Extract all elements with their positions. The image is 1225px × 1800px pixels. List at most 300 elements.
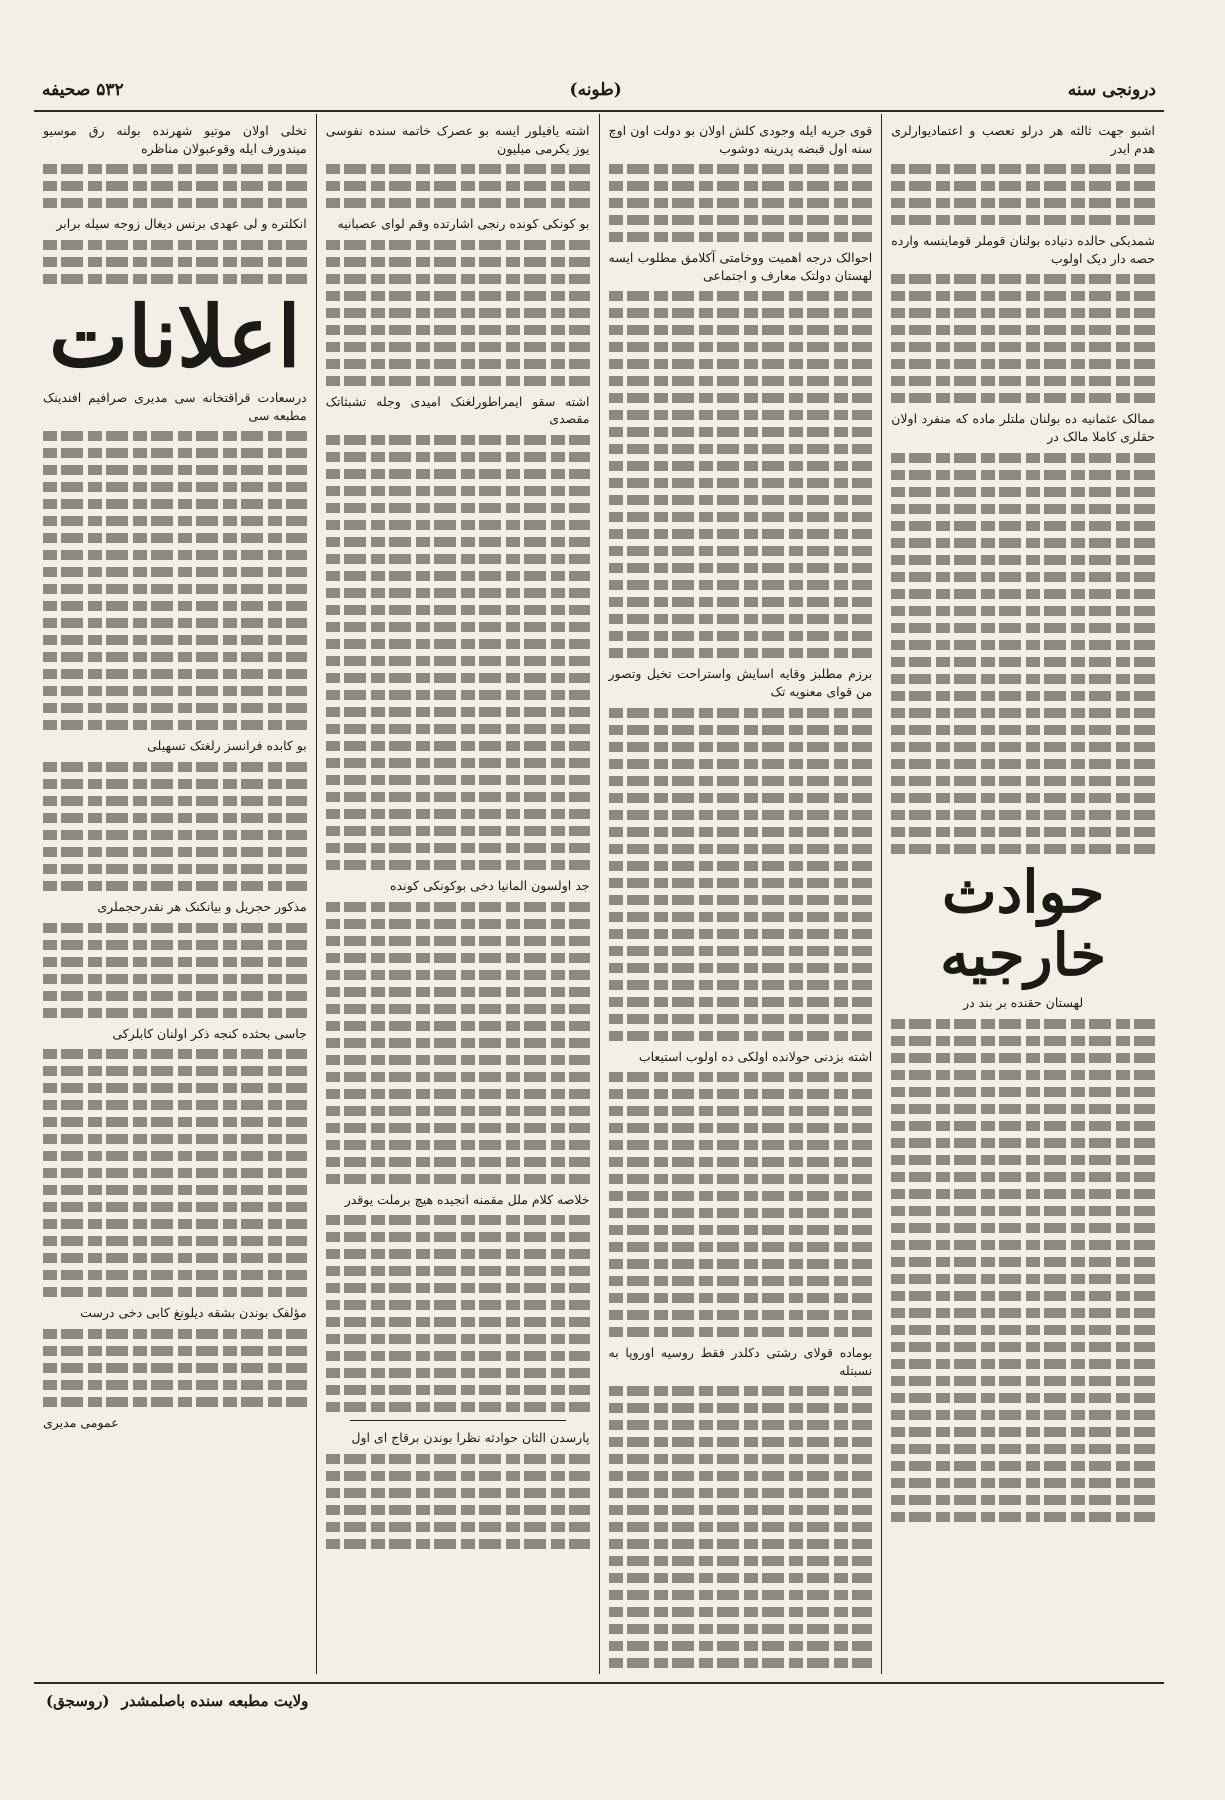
text-line xyxy=(43,669,307,679)
text-line xyxy=(326,291,590,301)
text-line xyxy=(609,342,873,352)
text-line xyxy=(43,703,307,713)
text-line xyxy=(609,215,873,225)
column-paragraph: مذکور حجریل و بیانکنک هر نقدرحجملری xyxy=(97,898,307,914)
text-line xyxy=(891,691,1155,701)
text-line xyxy=(891,274,1155,284)
text-line xyxy=(891,1206,1155,1216)
text-line xyxy=(326,605,590,615)
text-line xyxy=(43,1185,307,1195)
foreign-news-heading: حوادث خارجیه xyxy=(940,857,1107,990)
column-2 xyxy=(599,114,882,1674)
text-line xyxy=(891,1376,1155,1386)
section-divider xyxy=(350,1420,566,1421)
text-line xyxy=(609,946,873,956)
footer-printer: ولایت مطبعه سنده باصلمشدر xyxy=(121,1692,309,1710)
column-paragraph: قوی جریه ایله وجودی کلش اولان بو دولت اون اوچ سنه اول قبضه پدرینه دوشوب xyxy=(608,123,873,156)
text-line xyxy=(326,164,590,174)
text-line xyxy=(43,1380,307,1390)
text-line xyxy=(326,1283,590,1293)
text-line xyxy=(326,257,590,267)
text-line xyxy=(326,741,590,751)
text-line xyxy=(609,1123,873,1133)
column-paragraph: ممالک عثمانیه ده بولنان ملتلر ماده که منفرد اولان حقلری کاملا مالک در xyxy=(891,411,1155,444)
column-paragraph: جد اولسون المانیا دخی بوکونکی کونده xyxy=(390,877,590,893)
text-line xyxy=(43,940,307,950)
text-line xyxy=(43,864,307,874)
text-line xyxy=(891,521,1155,531)
text-line xyxy=(609,1573,873,1583)
text-line xyxy=(326,826,590,836)
text-line xyxy=(326,1488,590,1498)
text-line xyxy=(891,1087,1155,1097)
text-line xyxy=(609,1106,873,1116)
text-line xyxy=(609,198,873,208)
text-line xyxy=(326,342,590,352)
column-paragraph: بوماده قولای رشتی دکلدر فقط روسیه اوروپا به نسبتله xyxy=(608,1345,873,1378)
column-paragraph: خلاصه کلام ملل مقمنه انجیده هیچ برملت یوقدر xyxy=(344,1191,590,1207)
text-line xyxy=(891,1223,1155,1233)
text-line xyxy=(891,1308,1155,1318)
text-line xyxy=(43,1066,307,1076)
text-line xyxy=(609,427,873,437)
text-line xyxy=(43,796,307,806)
column-paragraph: اشته سقو ایمراطورلغنک امیدی وجله تشبثاتک مقصدی xyxy=(325,393,590,427)
page-footer xyxy=(34,1682,1164,1718)
text-line xyxy=(891,1036,1155,1046)
text-line xyxy=(43,813,307,823)
text-line xyxy=(609,895,873,905)
text-line xyxy=(326,376,590,386)
text-line xyxy=(326,843,590,853)
text-line xyxy=(43,198,307,208)
text-line xyxy=(891,589,1155,599)
text-line xyxy=(891,198,1155,208)
text-line xyxy=(609,325,873,335)
newspaper-page xyxy=(34,70,1164,1770)
column-3 xyxy=(316,114,599,1674)
text-line xyxy=(891,308,1155,318)
text-line xyxy=(43,652,307,662)
text-line xyxy=(891,1121,1155,1131)
text-line xyxy=(43,830,307,840)
text-line xyxy=(609,1522,873,1532)
text-line xyxy=(891,827,1155,837)
text-line xyxy=(326,1539,590,1549)
text-line xyxy=(609,1208,873,1218)
text-line xyxy=(891,742,1155,752)
text-line xyxy=(609,1607,873,1617)
text-line xyxy=(326,758,590,768)
text-line xyxy=(891,1393,1155,1403)
text-line xyxy=(43,923,307,933)
text-line xyxy=(609,1174,873,1184)
text-line xyxy=(891,674,1155,684)
text-columns xyxy=(34,114,1164,1674)
column-paragraph: انکلتره و لی عهدی برنس دیغال زوجه سیله برابر xyxy=(56,216,307,232)
text-line xyxy=(326,486,590,496)
text-line xyxy=(326,987,590,997)
text-line xyxy=(43,1329,307,1339)
footer-place: (روسجق) xyxy=(46,1692,110,1710)
text-line xyxy=(43,957,307,967)
column-paragraph: درسعادت قراقتخانه سی مدیری صرافیم افندینک مطبعه سی xyxy=(43,390,307,423)
text-line xyxy=(326,690,590,700)
text-line xyxy=(891,164,1155,174)
text-line xyxy=(609,393,873,403)
text-line xyxy=(43,618,307,628)
text-line xyxy=(326,198,590,208)
text-line xyxy=(891,759,1155,769)
text-line xyxy=(43,1270,307,1280)
column-paragraph: مؤلفک بوندن بشقه دیلونغ کابی دخی درست xyxy=(80,1305,307,1321)
text-line xyxy=(43,516,307,526)
text-line xyxy=(609,1089,873,1099)
text-line xyxy=(891,776,1155,786)
text-line xyxy=(609,1437,873,1447)
column-1 xyxy=(881,114,1164,1674)
text-line xyxy=(609,725,873,735)
text-line xyxy=(326,1368,590,1378)
text-line xyxy=(609,1624,873,1634)
text-line xyxy=(609,997,873,1007)
text-line xyxy=(891,1410,1155,1420)
text-line xyxy=(326,656,590,666)
text-line xyxy=(609,793,873,803)
text-line xyxy=(43,533,307,543)
column-paragraph: پارسدن الثان حوادثه نظرا بوندن برقاج ای اول xyxy=(351,1430,590,1446)
text-line xyxy=(43,1168,307,1178)
text-line xyxy=(43,257,307,267)
text-line xyxy=(891,215,1155,225)
text-line xyxy=(609,759,873,769)
text-line xyxy=(326,724,590,734)
text-line xyxy=(609,912,873,922)
text-line xyxy=(43,991,307,1001)
text-line xyxy=(609,376,873,386)
text-line xyxy=(891,181,1155,191)
header-year: درونجی سنه xyxy=(1067,80,1156,100)
text-line xyxy=(326,1140,590,1150)
text-line xyxy=(326,571,590,581)
text-line xyxy=(609,1327,873,1337)
text-line xyxy=(609,580,873,590)
announcements-heading: اعلانات xyxy=(49,286,301,386)
text-line xyxy=(43,240,307,250)
text-line xyxy=(326,308,590,318)
text-line xyxy=(43,1236,307,1246)
text-line xyxy=(891,572,1155,582)
text-line xyxy=(609,861,873,871)
column-paragraph: اشبو جهت ثالثه هر درلو تعصب و اعتمادیوارلری هدم ایدر xyxy=(891,123,1155,156)
text-line xyxy=(43,448,307,458)
text-line xyxy=(43,584,307,594)
text-line xyxy=(326,707,590,717)
text-line xyxy=(891,1342,1155,1352)
foreign-news-subheading: لهستان حقنده بر بند در xyxy=(963,995,1084,1011)
text-line xyxy=(326,673,590,683)
text-line xyxy=(891,1291,1155,1301)
text-line xyxy=(43,567,307,577)
text-line xyxy=(609,1014,873,1024)
column-paragraph: تخلی اولان موتیو شهرنده بولنه رق موسیو میندورف ایله وقوعبولان مناظره xyxy=(43,123,307,156)
text-line xyxy=(891,1240,1155,1250)
text-line xyxy=(326,902,590,912)
text-line xyxy=(609,776,873,786)
text-line xyxy=(326,1266,590,1276)
text-line xyxy=(609,1140,873,1150)
text-line xyxy=(891,342,1155,352)
text-line xyxy=(326,953,590,963)
text-line xyxy=(891,1444,1155,1454)
text-line xyxy=(326,1038,590,1048)
text-line xyxy=(609,1471,873,1481)
text-line xyxy=(326,1505,590,1515)
text-line xyxy=(326,936,590,946)
text-line xyxy=(609,563,873,573)
text-line xyxy=(891,810,1155,820)
text-line xyxy=(891,844,1155,854)
text-line xyxy=(326,520,590,530)
text-line xyxy=(326,1157,590,1167)
text-line xyxy=(43,274,307,284)
column-4 xyxy=(34,114,316,1674)
text-line xyxy=(326,622,590,632)
text-line xyxy=(43,1287,307,1297)
text-line xyxy=(43,720,307,730)
signature-line: عمومی مدیری xyxy=(43,1414,119,1430)
text-line xyxy=(891,1155,1155,1165)
text-line xyxy=(609,308,873,318)
text-line xyxy=(609,963,873,973)
text-line xyxy=(326,240,590,250)
header-title: (طونه) xyxy=(569,80,622,100)
text-line xyxy=(43,1397,307,1407)
text-line xyxy=(609,827,873,837)
text-line xyxy=(326,325,590,335)
text-line xyxy=(609,1293,873,1303)
text-line xyxy=(326,1300,590,1310)
text-line xyxy=(43,550,307,560)
text-line xyxy=(326,1249,590,1259)
text-line xyxy=(326,1522,590,1532)
text-line xyxy=(43,762,307,772)
text-line xyxy=(43,465,307,475)
text-line xyxy=(609,742,873,752)
column-paragraph: جاسی بحثده کنجه ذکر اولنان کابلرکی xyxy=(112,1025,307,1041)
text-line xyxy=(326,1072,590,1082)
text-line xyxy=(609,410,873,420)
text-line xyxy=(891,1070,1155,1080)
text-line xyxy=(326,537,590,547)
text-line xyxy=(43,1100,307,1110)
text-line xyxy=(891,376,1155,386)
text-line xyxy=(326,1385,590,1395)
text-line xyxy=(43,181,307,191)
text-line xyxy=(326,435,590,445)
text-line xyxy=(326,919,590,929)
text-line xyxy=(891,1172,1155,1182)
text-line xyxy=(891,325,1155,335)
text-line xyxy=(891,1138,1155,1148)
text-line xyxy=(326,792,590,802)
text-line xyxy=(609,708,873,718)
text-line xyxy=(43,1253,307,1263)
text-line xyxy=(326,1471,590,1481)
text-line xyxy=(609,1556,873,1566)
text-line xyxy=(609,181,873,191)
text-line xyxy=(326,970,590,980)
text-line xyxy=(326,1089,590,1099)
text-line xyxy=(43,881,307,891)
text-line xyxy=(891,1019,1155,1029)
text-line xyxy=(326,1215,590,1225)
text-line xyxy=(609,1505,873,1515)
text-line xyxy=(891,1512,1155,1522)
text-line xyxy=(609,597,873,607)
text-line xyxy=(609,844,873,854)
text-line xyxy=(891,793,1155,803)
text-line xyxy=(891,623,1155,633)
column-paragraph: اشته یافیلور ایسه بو عصرک خاتمه سنده نفوسی یوز یکرمی میلیون xyxy=(325,123,590,156)
text-line xyxy=(609,1276,873,1286)
text-line xyxy=(326,1232,590,1242)
text-line xyxy=(609,1454,873,1464)
text-line xyxy=(891,1104,1155,1114)
text-line xyxy=(326,1123,590,1133)
text-line xyxy=(609,461,873,471)
text-line xyxy=(609,546,873,556)
text-line xyxy=(891,1053,1155,1063)
text-line xyxy=(326,1402,590,1412)
text-line xyxy=(609,614,873,624)
text-line xyxy=(326,809,590,819)
text-line xyxy=(609,1386,873,1396)
text-line xyxy=(43,1083,307,1093)
text-line xyxy=(891,1461,1155,1471)
text-line xyxy=(891,1427,1155,1437)
text-line xyxy=(609,1488,873,1498)
text-line xyxy=(326,1454,590,1464)
text-line xyxy=(43,779,307,789)
column-paragraph: بو کونکی کونده رنجی اشارتده وقم لوای عصبانیه xyxy=(337,216,590,232)
text-line xyxy=(609,1641,873,1651)
text-line xyxy=(43,1202,307,1212)
text-line xyxy=(326,775,590,785)
text-line xyxy=(609,1420,873,1430)
column-paragraph: احوالک درجه اهمیت ووخامتی آکلامق مطلوب ایسه لهستان دولتک معارف و اجتماعی xyxy=(608,250,873,283)
text-line xyxy=(326,860,590,870)
text-line xyxy=(609,478,873,488)
text-line xyxy=(609,232,873,242)
text-line xyxy=(609,1590,873,1600)
text-line xyxy=(891,470,1155,480)
text-line xyxy=(43,1049,307,1059)
text-line xyxy=(609,1242,873,1252)
text-line xyxy=(609,1191,873,1201)
text-line xyxy=(609,929,873,939)
text-line xyxy=(326,1055,590,1065)
text-line xyxy=(326,1106,590,1116)
page-header xyxy=(34,70,1164,112)
text-line xyxy=(609,291,873,301)
text-line xyxy=(326,181,590,191)
text-line xyxy=(326,274,590,284)
text-line xyxy=(891,1325,1155,1335)
text-line xyxy=(609,444,873,454)
text-line xyxy=(326,1174,590,1184)
text-line xyxy=(609,1403,873,1413)
text-line xyxy=(891,1478,1155,1488)
text-line xyxy=(609,1225,873,1235)
text-line xyxy=(891,555,1155,565)
text-line xyxy=(891,1495,1155,1505)
text-line xyxy=(891,487,1155,497)
text-line xyxy=(891,606,1155,616)
text-line xyxy=(609,512,873,522)
text-line xyxy=(891,708,1155,718)
column-paragraph: برزم مطلبز وقایه اسایش واستراحت تخیل وتصور من قوای معنویه تک xyxy=(608,666,873,699)
text-line xyxy=(326,639,590,649)
header-page-number: ۵۳۲ صحیفه xyxy=(42,80,124,100)
text-line xyxy=(609,1658,873,1668)
text-line xyxy=(326,452,590,462)
text-line xyxy=(891,1274,1155,1284)
text-line xyxy=(891,538,1155,548)
text-line xyxy=(891,640,1155,650)
text-line xyxy=(326,1004,590,1014)
text-line xyxy=(43,686,307,696)
text-line xyxy=(609,1157,873,1167)
text-line xyxy=(891,504,1155,514)
text-line xyxy=(609,878,873,888)
text-line xyxy=(609,1310,873,1320)
text-line xyxy=(43,431,307,441)
text-line xyxy=(609,529,873,539)
text-line xyxy=(891,657,1155,667)
text-line xyxy=(891,393,1155,403)
text-line xyxy=(891,359,1155,369)
text-line xyxy=(326,1021,590,1031)
text-line xyxy=(609,980,873,990)
text-line xyxy=(326,503,590,513)
text-line xyxy=(326,588,590,598)
text-line xyxy=(43,847,307,857)
text-line xyxy=(326,1317,590,1327)
text-line xyxy=(609,1259,873,1269)
text-line xyxy=(326,469,590,479)
text-line xyxy=(43,1219,307,1229)
text-line xyxy=(43,1346,307,1356)
text-line xyxy=(326,554,590,564)
text-line xyxy=(609,359,873,369)
text-line xyxy=(43,164,307,174)
text-line xyxy=(43,482,307,492)
text-line xyxy=(43,1363,307,1373)
text-line xyxy=(43,601,307,611)
text-line xyxy=(43,1151,307,1161)
text-line xyxy=(609,648,873,658)
text-line xyxy=(326,1351,590,1361)
text-line xyxy=(609,1031,873,1041)
text-line xyxy=(609,631,873,641)
column-paragraph: اشته بزدنی حولانده اولکی ده اولوب استیعاب xyxy=(638,1048,873,1064)
text-line xyxy=(43,974,307,984)
text-line xyxy=(326,1334,590,1344)
text-line xyxy=(891,1359,1155,1369)
text-line xyxy=(43,1008,307,1018)
text-line xyxy=(891,725,1155,735)
